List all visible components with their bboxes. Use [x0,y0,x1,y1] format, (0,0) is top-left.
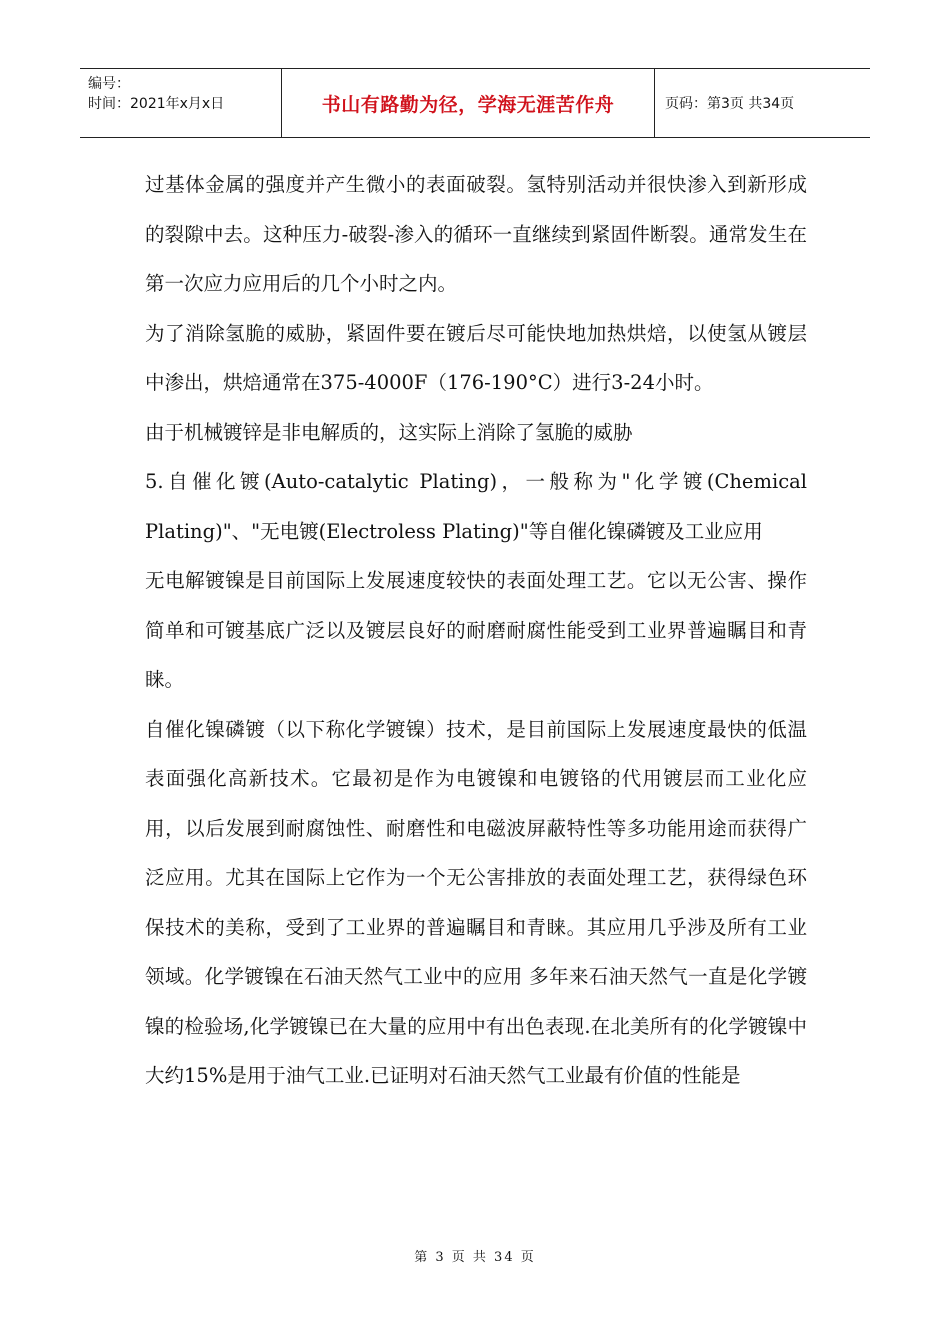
paragraph: 为了消除氢脆的威胁，紧固件要在镀后尽可能快地加热烘焙，以使氢从镀层中渗出，烘焙通常在375-4000F（176-190°C）进行3-24小时。 [145,321,807,394]
paragraph: 5.自催化镀(Auto-catalytic Plating)，一般称为"化学镀(Chemical Plating)"、"无电镀(Electroless Plating)"等自催化镍磷镀及工业应用 [145,470,807,543]
header-meta-cell [80,69,282,137]
document-body [145,160,807,1101]
page-footer: 第 3 页 共 34 页 [414,1250,536,1265]
paragraph: 过基体金属的强度并产生微小的表面破裂。氢特别活动并很快渗入到新形成的裂隙中去。这种压力-破裂-渗入的循环一直继续到紧固件断裂。通常发生在第一次应力应用后的几个小时之内。 [145,173,807,295]
header-motto-cell [282,69,655,137]
paragraph: 由于机械镀锌是非电解质的，这实际上消除了氢脆的威胁 [145,420,633,444]
header-motto: 书山有路勤为径，学海无涯苦作舟 [321,93,615,116]
header-page-cell [655,69,870,137]
document-number-label: 编号： [88,76,130,92]
document-date: 时间：2021年x月x日 [88,96,225,112]
header-page-info: 页码：第3页 共34页 [665,96,795,112]
paragraph: 自催化镍磷镀（以下称化学镀镍）技术，是目前国际上发展速度最快的低温表面强化高新技术。它最初是作为电镀镍和电镀铬的代用镀层而工业化应用，以后发展到耐腐蚀性、耐磨性和电磁波屏蔽特性等多功能用途而获得广泛应用。尤其在国际上它作为一个无公害排放的表面处理工艺，获得绿色环保技术的美称，受到了工业界的普遍瞩目和青睐。其应用几乎涉及所有工业领域。化学镀镍在石油天然气工业中的应用 多年来石油天然气一直是化学镀镍的检验场,化学镀镍已在大量的应用中有出色表现.在北美所有的化学镀镍中大约15%是用于油气工业.已证明对石油天然气工业最有价值的性能是 [145,717,807,1087]
document-header [80,68,870,138]
paragraph: 无电解镀镍是目前国际上发展速度较快的表面处理工艺。它以无公害、操作简单和可镀基底广泛以及镀层良好的耐磨耐腐性能受到工业界普遍瞩目和青睐。 [145,569,807,691]
